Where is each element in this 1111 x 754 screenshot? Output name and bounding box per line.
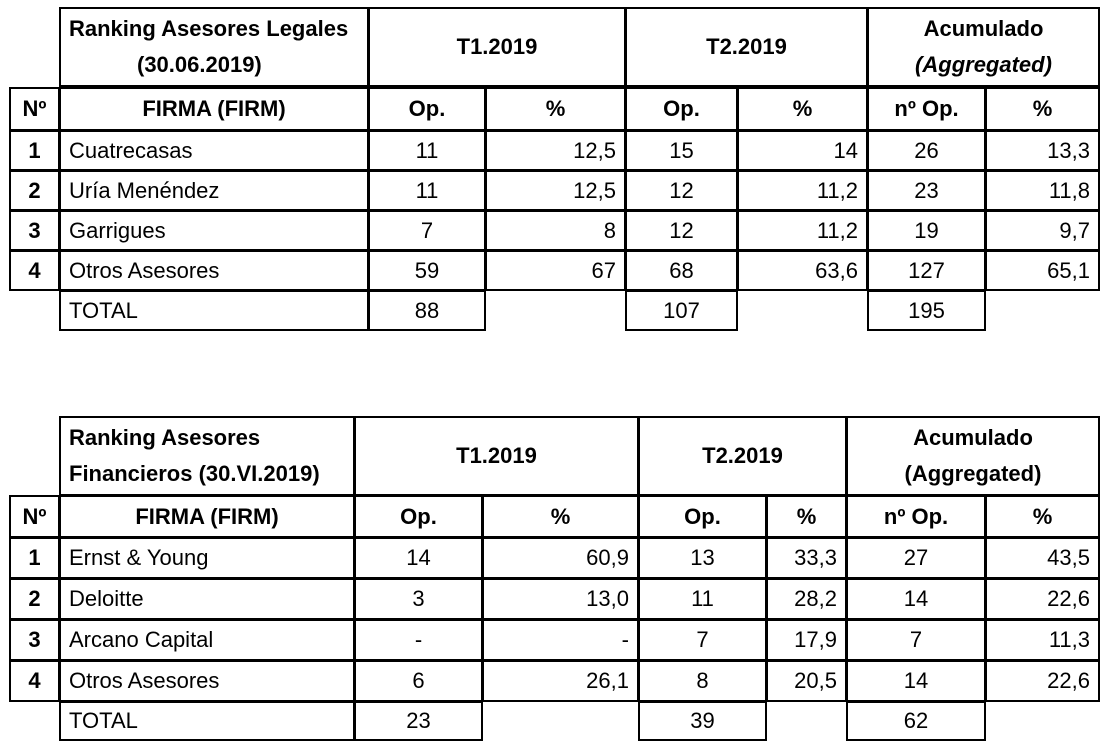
legal-cell-acc-pct: 11,8 bbox=[985, 170, 1100, 211]
legal-acum-line1: Acumulado bbox=[923, 16, 1044, 41]
financial-cell-t2-op: 8 bbox=[638, 660, 767, 702]
legal-cell-n: 3 bbox=[9, 210, 60, 251]
legal-cell-n: 2 bbox=[9, 170, 60, 211]
financial-total-acc: 62 bbox=[846, 701, 986, 741]
legal-total-t1: 88 bbox=[368, 290, 486, 331]
financial-cell-t1-pct: - bbox=[482, 619, 639, 661]
financial-cell-acc-pct: 43,5 bbox=[985, 537, 1100, 579]
legal-cell-t2-pct: 11,2 bbox=[737, 210, 868, 251]
legal-col-t2-pct: % bbox=[737, 87, 868, 131]
legal-cell-t1-op: 59 bbox=[368, 250, 486, 291]
legal-cell-acc-pct: 65,1 bbox=[985, 250, 1100, 291]
financial-cell-t1-op: 3 bbox=[354, 578, 483, 620]
legal-acum-header bbox=[867, 7, 1100, 87]
legal-title-line1: Ranking Asesores Legales bbox=[69, 16, 349, 41]
financial-cell-t1-op: - bbox=[354, 619, 483, 661]
financial-cell-t2-op: 13 bbox=[638, 537, 767, 579]
financial-col-no: Nº bbox=[9, 495, 60, 538]
financial-total-t1: 23 bbox=[354, 701, 483, 741]
financial-t2-header: T2.2019 bbox=[638, 416, 847, 496]
financial-cell-firm: Otros Asesores bbox=[59, 660, 355, 702]
legal-cell-t1-pct: 12,5 bbox=[485, 130, 626, 171]
financial-col-t2-pct: % bbox=[766, 495, 847, 538]
financial-cell-acc-op: 14 bbox=[846, 578, 986, 620]
financial-cell-n: 2 bbox=[9, 578, 60, 620]
financial-cell-t2-pct: 33,3 bbox=[766, 537, 847, 579]
legal-cell-t2-op: 12 bbox=[625, 170, 738, 211]
financial-cell-t2-op: 7 bbox=[638, 619, 767, 661]
legal-cell-t1-op: 11 bbox=[368, 130, 486, 171]
financial-cell-t2-pct: 17,9 bbox=[766, 619, 847, 661]
financial-t1-header: T1.2019 bbox=[354, 416, 639, 496]
financial-col-t1-pct: % bbox=[482, 495, 639, 538]
legal-cell-t1-op: 11 bbox=[368, 170, 486, 211]
financial-cell-acc-op: 14 bbox=[846, 660, 986, 702]
legal-cell-t2-op: 68 bbox=[625, 250, 738, 291]
financial-cell-acc-op: 27 bbox=[846, 537, 986, 579]
legal-total-label: TOTAL bbox=[59, 290, 369, 331]
legal-cell-firm: Cuatrecasas bbox=[59, 130, 369, 171]
financial-col-t2-op: Op. bbox=[638, 495, 767, 538]
legal-cell-acc-op: 23 bbox=[867, 170, 986, 211]
financial-title-line2: Financieros (30.VI.2019) bbox=[69, 461, 320, 486]
legal-cell-acc-op: 26 bbox=[867, 130, 986, 171]
legal-cell-firm: Otros Asesores bbox=[59, 250, 369, 291]
financial-cell-t2-pct: 20,5 bbox=[766, 660, 847, 702]
legal-title bbox=[59, 7, 369, 87]
financial-title bbox=[59, 416, 355, 496]
legal-col-t1-pct: % bbox=[485, 87, 626, 131]
legal-t2-header: T2.2019 bbox=[625, 7, 868, 87]
financial-cell-t1-pct: 13,0 bbox=[482, 578, 639, 620]
legal-col-acc-pct: % bbox=[985, 87, 1100, 131]
legal-cell-acc-pct: 9,7 bbox=[985, 210, 1100, 251]
financial-cell-n: 1 bbox=[9, 537, 60, 579]
legal-acum-line2: (Aggregated) bbox=[915, 52, 1052, 77]
legal-cell-n: 1 bbox=[9, 130, 60, 171]
financial-cell-t1-pct: 60,9 bbox=[482, 537, 639, 579]
legal-col-no: Nº bbox=[9, 87, 60, 131]
legal-cell-t1-pct: 8 bbox=[485, 210, 626, 251]
legal-cell-t1-pct: 12,5 bbox=[485, 170, 626, 211]
legal-cell-acc-op: 19 bbox=[867, 210, 986, 251]
legal-total-acc: 195 bbox=[867, 290, 986, 331]
legal-cell-acc-op: 127 bbox=[867, 250, 986, 291]
financial-total-label: TOTAL bbox=[59, 701, 355, 741]
financial-total-t2: 39 bbox=[638, 701, 767, 741]
legal-cell-t1-op: 7 bbox=[368, 210, 486, 251]
legal-col-firm: FIRMA (FIRM) bbox=[59, 87, 369, 131]
financial-col-acc-op: nº Op. bbox=[846, 495, 986, 538]
legal-col-t1-op: Op. bbox=[368, 87, 486, 131]
financial-cell-n: 4 bbox=[9, 660, 60, 702]
legal-total-t2: 107 bbox=[625, 290, 738, 331]
financial-cell-t2-pct: 28,2 bbox=[766, 578, 847, 620]
financial-cell-t1-op: 14 bbox=[354, 537, 483, 579]
financial-acum-line1: Acumulado bbox=[913, 425, 1033, 450]
financial-col-t1-op: Op. bbox=[354, 495, 483, 538]
financial-cell-n: 3 bbox=[9, 619, 60, 661]
financial-cell-acc-op: 7 bbox=[846, 619, 986, 661]
legal-cell-t2-op: 12 bbox=[625, 210, 738, 251]
financial-col-acc-pct: % bbox=[985, 495, 1100, 538]
legal-cell-firm: Garrigues bbox=[59, 210, 369, 251]
financial-cell-acc-pct: 22,6 bbox=[985, 578, 1100, 620]
legal-col-t2-op: Op. bbox=[625, 87, 738, 131]
financial-cell-firm: Arcano Capital bbox=[59, 619, 355, 661]
legal-t1-header: T1.2019 bbox=[368, 7, 626, 87]
legal-cell-acc-pct: 13,3 bbox=[985, 130, 1100, 171]
legal-cell-t2-op: 15 bbox=[625, 130, 738, 171]
financial-cell-firm: Ernst & Young bbox=[59, 537, 355, 579]
financial-title-line1: Ranking Asesores bbox=[69, 425, 261, 450]
financial-acum-line2: (Aggregated) bbox=[904, 461, 1042, 486]
legal-cell-t2-pct: 14 bbox=[737, 130, 868, 171]
financial-cell-firm: Deloitte bbox=[59, 578, 355, 620]
legal-title-line2: (30.06.2019) bbox=[137, 52, 262, 77]
legal-cell-t2-pct: 63,6 bbox=[737, 250, 868, 291]
financial-cell-t1-op: 6 bbox=[354, 660, 483, 702]
legal-cell-t1-pct: 67 bbox=[485, 250, 626, 291]
financial-acum-header bbox=[846, 416, 1100, 496]
financial-col-firm: FIRMA (FIRM) bbox=[59, 495, 355, 538]
legal-col-acc-op: nº Op. bbox=[867, 87, 986, 131]
legal-cell-t2-pct: 11,2 bbox=[737, 170, 868, 211]
financial-cell-t2-op: 11 bbox=[638, 578, 767, 620]
financial-cell-acc-pct: 11,3 bbox=[985, 619, 1100, 661]
financial-cell-t1-pct: 26,1 bbox=[482, 660, 639, 702]
legal-cell-n: 4 bbox=[9, 250, 60, 291]
financial-cell-acc-pct: 22,6 bbox=[985, 660, 1100, 702]
legal-cell-firm: Uría Menéndez bbox=[59, 170, 369, 211]
